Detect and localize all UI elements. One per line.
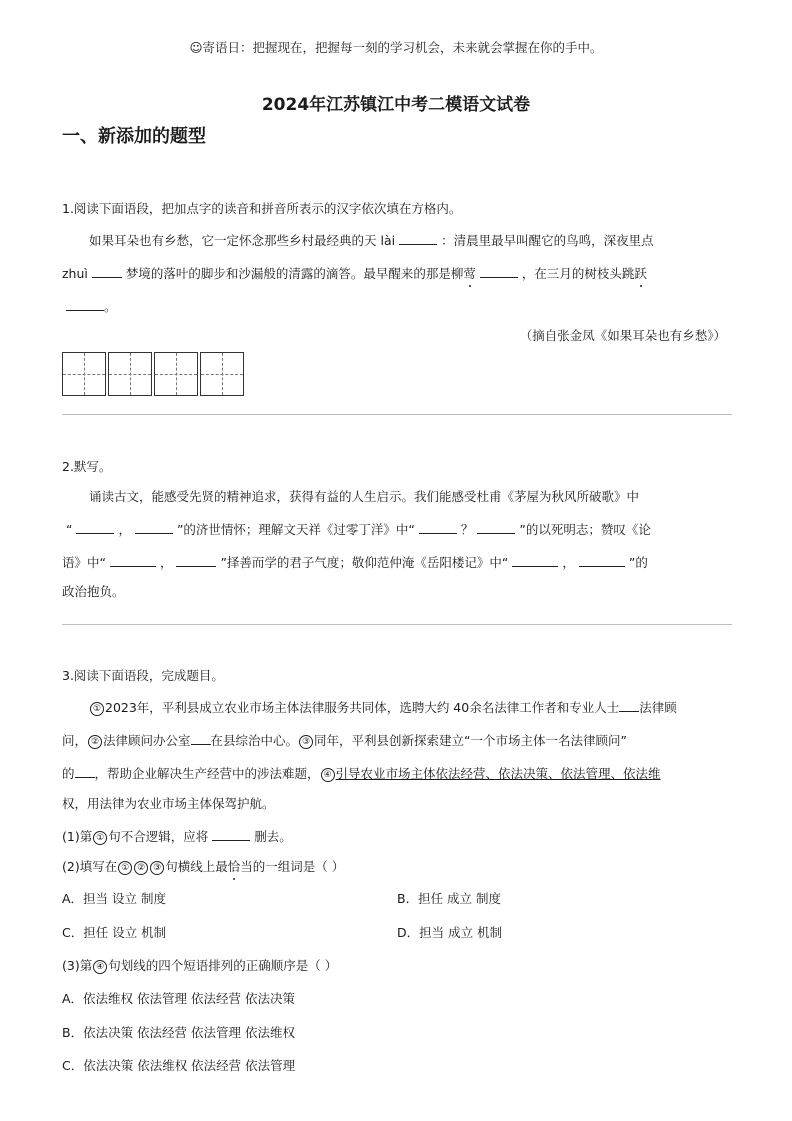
option-a[interactable]: A．依法维权 依法管理 依法经营 依法决策 — [62, 991, 295, 1006]
q3-text: (1)第 — [62, 829, 93, 844]
answer-blank — [399, 231, 437, 245]
q2-text: 语》中“ — [62, 555, 106, 570]
answer-blank — [419, 520, 457, 534]
q2-line2 — [66, 520, 651, 539]
grid-cell — [62, 352, 106, 396]
answer-blank — [176, 553, 216, 567]
option-b[interactable]: B．依法决策 依法经营 依法管理 依法维权 — [62, 1025, 295, 1040]
q2-line3 — [62, 553, 648, 572]
q2-text: ？ — [460, 522, 474, 537]
answer-blank — [110, 553, 156, 567]
q2-text: ”择善而学的君子气度；敬仰范仲淹《岳阳楼记》中“ — [220, 555, 509, 570]
answer-blank — [480, 264, 518, 278]
dotted-char: 跃 — [634, 266, 647, 281]
option-b[interactable]: B．担任 成立 制度 — [397, 891, 502, 906]
answer-blank — [75, 764, 95, 778]
circled-number: ① — [118, 861, 132, 875]
answer-blank — [512, 553, 558, 567]
q3-line1 — [89, 698, 677, 717]
q3-text: 句划线的四个短语排列的正确顺序是（ ） — [108, 958, 338, 973]
q3-line2 — [62, 731, 627, 750]
q3-stem: 3.阅读下面语段，完成题目。 — [62, 668, 224, 683]
circled-number: ④ — [93, 960, 107, 974]
answer-blank — [135, 520, 173, 534]
divider — [62, 414, 732, 415]
q3-text: (3)第 — [62, 958, 93, 973]
q3-text: ，帮助企业解决生产经营中的涉法难题， — [94, 766, 320, 781]
q2-text: “ — [66, 522, 73, 537]
q3-sub2 — [62, 858, 344, 876]
answer-blank — [76, 520, 114, 534]
answer-blank — [191, 731, 211, 745]
q3-line4: 权，用法律为农业市场主体保驾护航。 — [62, 796, 275, 811]
q1-paragraph-line1 — [89, 231, 654, 250]
answer-grid — [62, 352, 246, 396]
header-note: ☺寄语日：把握现在，把握每一刻的学习机会，未来就会掌握在你的手中。 — [189, 40, 603, 55]
q3-text: 的 — [62, 766, 75, 781]
q3-text: 句横线上 — [165, 859, 216, 874]
q2-text: ， — [159, 555, 173, 570]
q2-line1: 诵读古文，能感受先贤的精神追求，获得有益的人生启示。我们能感受杜甫《茅屋为秋风所破歌》中 — [89, 489, 640, 504]
q2-text: ”的以死明志；赞叹《论 — [519, 522, 651, 537]
q2-text: ， — [562, 555, 575, 570]
circled-number: ② — [134, 861, 148, 875]
option-c[interactable]: C．担任 设立 机制 — [62, 925, 167, 940]
circled-number: ③ — [299, 735, 313, 749]
q3-text: 在县综治中心。 — [210, 733, 299, 748]
option-c[interactable]: C．依法决策 依法维权 依法经营 依法管理 — [62, 1058, 296, 1073]
q1-text: ，在三月的树枝头跳 — [521, 266, 635, 281]
q2-stem: 2.默写。 — [62, 459, 112, 474]
q3-text: 同年，平利县创新探索建立“一个市场主体一名法律顾问” — [314, 733, 627, 748]
q1-text: zhuì — [62, 266, 88, 281]
circled-number: ② — [88, 735, 102, 749]
answer-blank — [66, 297, 104, 311]
answer-blank — [579, 553, 625, 567]
dotted-char: 莺 — [463, 266, 476, 281]
grid-cell — [108, 352, 152, 396]
q1-text: 。 — [104, 299, 117, 314]
q1-paragraph-line2 — [62, 264, 647, 283]
q1-text: 如果耳朵也有乡愁，它一定怀念那些乡村最经典的天 lài — [89, 233, 396, 248]
q3-line3 — [62, 764, 661, 783]
answer-blank — [92, 264, 122, 278]
circled-number: ③ — [150, 861, 164, 875]
q3-text: 法律顾 — [639, 700, 677, 715]
circled-number: ① — [90, 702, 104, 716]
q3-underlined-text: 引导农业市场主体依法经营、依法决策、依法管理、依法维 — [335, 766, 661, 781]
section-title: 一、新添加的题型 — [62, 126, 206, 147]
q3-text: 2023年，平利县成立农业市场主体法律服务共同体，选聘大约 40余名法律工作者和专业人士 — [105, 700, 620, 715]
q3-sub1 — [62, 827, 292, 846]
q1-source: （摘自张金凤《如果耳朵也有乡愁》） — [519, 328, 726, 343]
answer-blank — [619, 698, 639, 712]
q3-text: 问， — [62, 733, 88, 748]
q3-text: (2)填写在 — [62, 859, 118, 874]
q3-text: 删去。 — [254, 829, 292, 844]
divider — [62, 624, 732, 625]
q3-text: 法律顾问办公室 — [103, 733, 191, 748]
grid-cell — [200, 352, 244, 396]
q3-text: 句不合逻辑，应将 — [108, 829, 209, 844]
option-a[interactable]: A．担当 设立 制度 — [62, 891, 166, 906]
circled-number: ④ — [321, 768, 335, 782]
q3-text: 的一组词是（ ） — [252, 859, 345, 874]
q1-text: ：清晨里最早叫醒它的鸟鸣，深夜里点 — [441, 233, 654, 248]
dotted-text: 最恰当 — [215, 859, 253, 874]
q2-line4: 政治抱负。 — [62, 584, 125, 599]
answer-blank — [212, 827, 250, 841]
q2-text: ， — [118, 522, 131, 537]
circled-number: ① — [93, 831, 107, 845]
q1-stem: 1.阅读下面语段，把加点字的读音和拼音所表示的汉字依次填在方格内。 — [62, 201, 462, 216]
q3-sub3 — [62, 957, 337, 975]
q2-text: ”的济世情怀；理解文天祥《过零丁洋》中“ — [176, 522, 415, 537]
page-title: 2024年江苏镇江中考二模语文试卷 — [261, 95, 531, 115]
grid-cell — [154, 352, 198, 396]
q1-text: 梦境的落叶的脚步和沙漏般的清露的滴答。最早醒来的那是柳 — [125, 266, 464, 281]
answer-blank — [477, 520, 515, 534]
option-d[interactable]: D．担当 成立 机制 — [397, 925, 503, 940]
q2-text: ”的 — [628, 555, 648, 570]
q1-paragraph-line3 — [66, 297, 117, 316]
